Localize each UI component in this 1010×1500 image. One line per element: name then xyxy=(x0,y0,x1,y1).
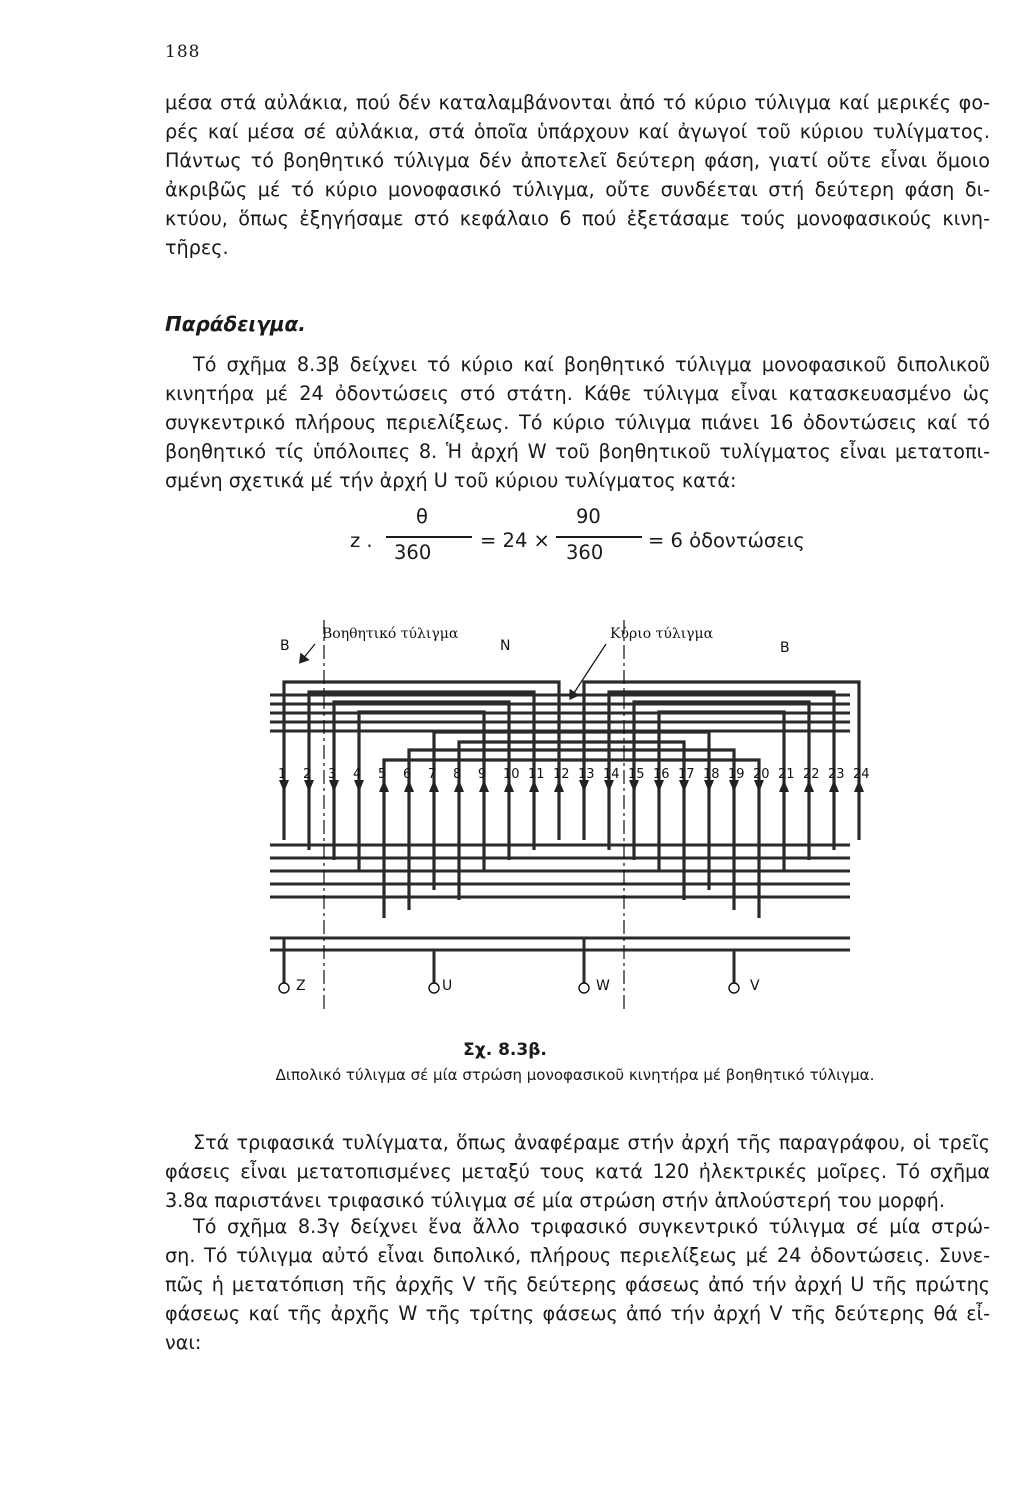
paragraph-fig-8-3g xyxy=(165,1212,990,1357)
winding-svg xyxy=(250,600,870,1020)
terminal-v-circle xyxy=(729,983,739,993)
slot-number: 6 xyxy=(403,767,412,782)
text-line: πῶς ἡ μετατόπιση τῆς ἀρχῆς V τῆς δεύτερης φάσεως ἀπό τήν ἀρχή U τῆς πρώτης xyxy=(165,1273,990,1296)
terminal-w-circle xyxy=(579,983,589,993)
paragraph-three-phase xyxy=(165,1128,990,1215)
winding-diagram xyxy=(250,600,870,1020)
terminal-z: Z xyxy=(296,978,306,994)
text-line: Στά τριφασικά τυλίγματα, ὅπως ἀναφέραμε στήν ἀρχή τῆς παραγράφου, οἱ τρεῖς xyxy=(193,1131,990,1154)
terminal-u: U xyxy=(442,978,453,994)
fraction-bar-1 xyxy=(386,536,472,538)
text-line: ση. Τό τύλιγμα αὐτό εἶναι διπολικό, πλήρους περιελίξεως μέ 24 ὀδοντώσεις. Συνε- xyxy=(165,1244,990,1267)
example-heading: Παράδειγμα. xyxy=(165,312,306,336)
terminals xyxy=(279,978,760,994)
text-line: ρές καί μέσα σέ αὐλάκια, στά ὁποῖα ὑπάρχουν καί ἀγωγοί τοῦ κύριου τυλίγματος. xyxy=(165,120,990,143)
text-line: φάσεις εἶναι μετατοπισμένες μεταξύ τους κατά 120 ἠλεκτρικές μοῖρες. Τό σχῆμα xyxy=(165,1160,990,1183)
text-line: ναι: xyxy=(165,1331,202,1354)
text-line: σμένη σχετικά μέ τήν ἀρχή U τοῦ κύριου τυλίγματος κατά: xyxy=(165,469,737,492)
text-line: μέσα στά αὐλάκια, πού δέν καταλαμβάνονται ἀπό τό κύριο τύλιγμα καί μερικές φο- xyxy=(165,91,990,114)
slot-number: 5 xyxy=(378,767,387,782)
formula-numerator-1: θ xyxy=(416,505,428,528)
slot-number: 22 xyxy=(803,767,820,782)
figure-caption: Διπολικό τύλιγμα σέ μία στρώση μονοφασικοῦ κινητήρα μέ βοηθητικό τύλιγμα. xyxy=(275,1066,875,1084)
slot-number: 4 xyxy=(353,767,362,782)
pole-right: B xyxy=(780,640,790,656)
main-winding-label: Κύριο τύλιγμα xyxy=(610,626,714,642)
text-line: Πάντως τό βοηθητικό τύλιγμα δέν ἀποτελεῖ δεύτερη φάση, γιατί οὔτε εἶναι ὅμοιο xyxy=(165,149,990,172)
text-line: βοηθητικό τίς ὑπόλοιπες 8. Ἡ ἀρχή W τοῦ βοηθητικοῦ τυλίγματος εἶναι μετατοπι- xyxy=(165,440,990,463)
slot-number: 8 xyxy=(453,767,462,782)
offset-formula xyxy=(350,505,810,575)
formula-middle: = 24 × xyxy=(480,529,550,552)
paragraph-intro xyxy=(165,88,990,262)
slot-number: 16 xyxy=(653,767,670,782)
slot-number: 11 xyxy=(528,767,545,782)
formula-result: = 6 ὀδοντώσεις xyxy=(648,529,805,552)
paragraph-example xyxy=(165,350,990,495)
terminal-u-circle xyxy=(429,983,439,993)
slot-number: 3 xyxy=(328,767,337,782)
slot-number: 12 xyxy=(553,767,570,782)
text-line: Τό σχῆμα 8.3γ δείχνει ἕνα ἄλλο τριφασικό συγκεντρικό τύλιγμα σέ μία στρώ- xyxy=(193,1215,990,1238)
coil xyxy=(459,742,684,900)
coil xyxy=(384,760,759,918)
text-line: συγκεντρικό πλήρους περιελίξεως. Τό κύριο τύλιγμα πιάνει 16 ὀδοντώσεις καί τό xyxy=(165,411,990,434)
slot-number: 19 xyxy=(728,767,745,782)
text-line: κτύου, ὅπως ἐξηγήσαμε στό κεφάλαιο 6 πού ἐξετάσαμε τούς μονοφασικούς κινη- xyxy=(165,207,990,230)
slot-number: 13 xyxy=(578,767,595,782)
fraction-bar-2 xyxy=(556,536,642,538)
slot-number: 14 xyxy=(603,767,620,782)
page-number: 188 xyxy=(165,42,201,62)
terminal-w: W xyxy=(596,978,610,994)
text-line: Τό σχῆμα 8.3β δείχνει τό κύριο καί βοηθητικό τύλιγμα μονοφασικοῦ διπολικοῦ xyxy=(193,353,990,376)
text-line: φάσεως καί τῆς ἀρχῆς W τῆς τρίτης φάσεως ἀπό τήν ἀρχή V τῆς δεύτερης θά εἶ- xyxy=(165,1302,990,1325)
pole-left: B xyxy=(280,638,290,654)
coil xyxy=(434,732,709,890)
text-line: κινητήρα μέ 24 ὀδοντώσεις στό στάτη. Κάθε τύλιγμα εἶναι κατασκευασμένο ὡς xyxy=(165,382,990,405)
slot-number: 15 xyxy=(628,767,645,782)
text-line: τῆρες. xyxy=(165,236,229,259)
aux-pointer xyxy=(302,644,315,660)
formula-denominator-1: 360 xyxy=(394,541,432,564)
slot-number: 1 xyxy=(278,767,287,782)
figure-title: Σχ. 8.3β. xyxy=(463,1040,547,1060)
slot-number: 20 xyxy=(753,767,770,782)
slot-number: 7 xyxy=(428,767,437,782)
pole-middle: N xyxy=(500,638,511,654)
formula-numerator-2: 90 xyxy=(576,505,601,528)
text-line: ἀκριβῶς μέ τό κύριο μονοφασικό τύλιγμα, οὔτε συνδέεται στή δεύτερη φάση δι- xyxy=(165,178,990,201)
slot-number: 23 xyxy=(828,767,845,782)
slot-number: 17 xyxy=(678,767,695,782)
slot-number: 10 xyxy=(503,767,520,782)
slot-number: 24 xyxy=(853,767,870,782)
main-pointer xyxy=(572,644,606,696)
formula-prefix: z . xyxy=(350,529,373,552)
text-line: 3.8α παριστάνει τριφασικό τύλιγμα σέ μία στρώση στήν ἁπλούστερή του μορφή. xyxy=(165,1189,945,1212)
formula-denominator-2: 360 xyxy=(566,541,604,564)
aux-winding-label: Βοηθητικό τύλιγμα xyxy=(322,626,459,642)
coil xyxy=(309,692,534,850)
current-arrows xyxy=(279,780,864,792)
terminal-v: V xyxy=(750,978,760,994)
slot-number: 21 xyxy=(778,767,795,782)
slot-number: 9 xyxy=(478,767,487,782)
slot-numbers xyxy=(278,767,870,782)
slot-number: 2 xyxy=(303,767,312,782)
terminal-z-circle xyxy=(279,983,289,993)
slot-number: 18 xyxy=(703,767,720,782)
